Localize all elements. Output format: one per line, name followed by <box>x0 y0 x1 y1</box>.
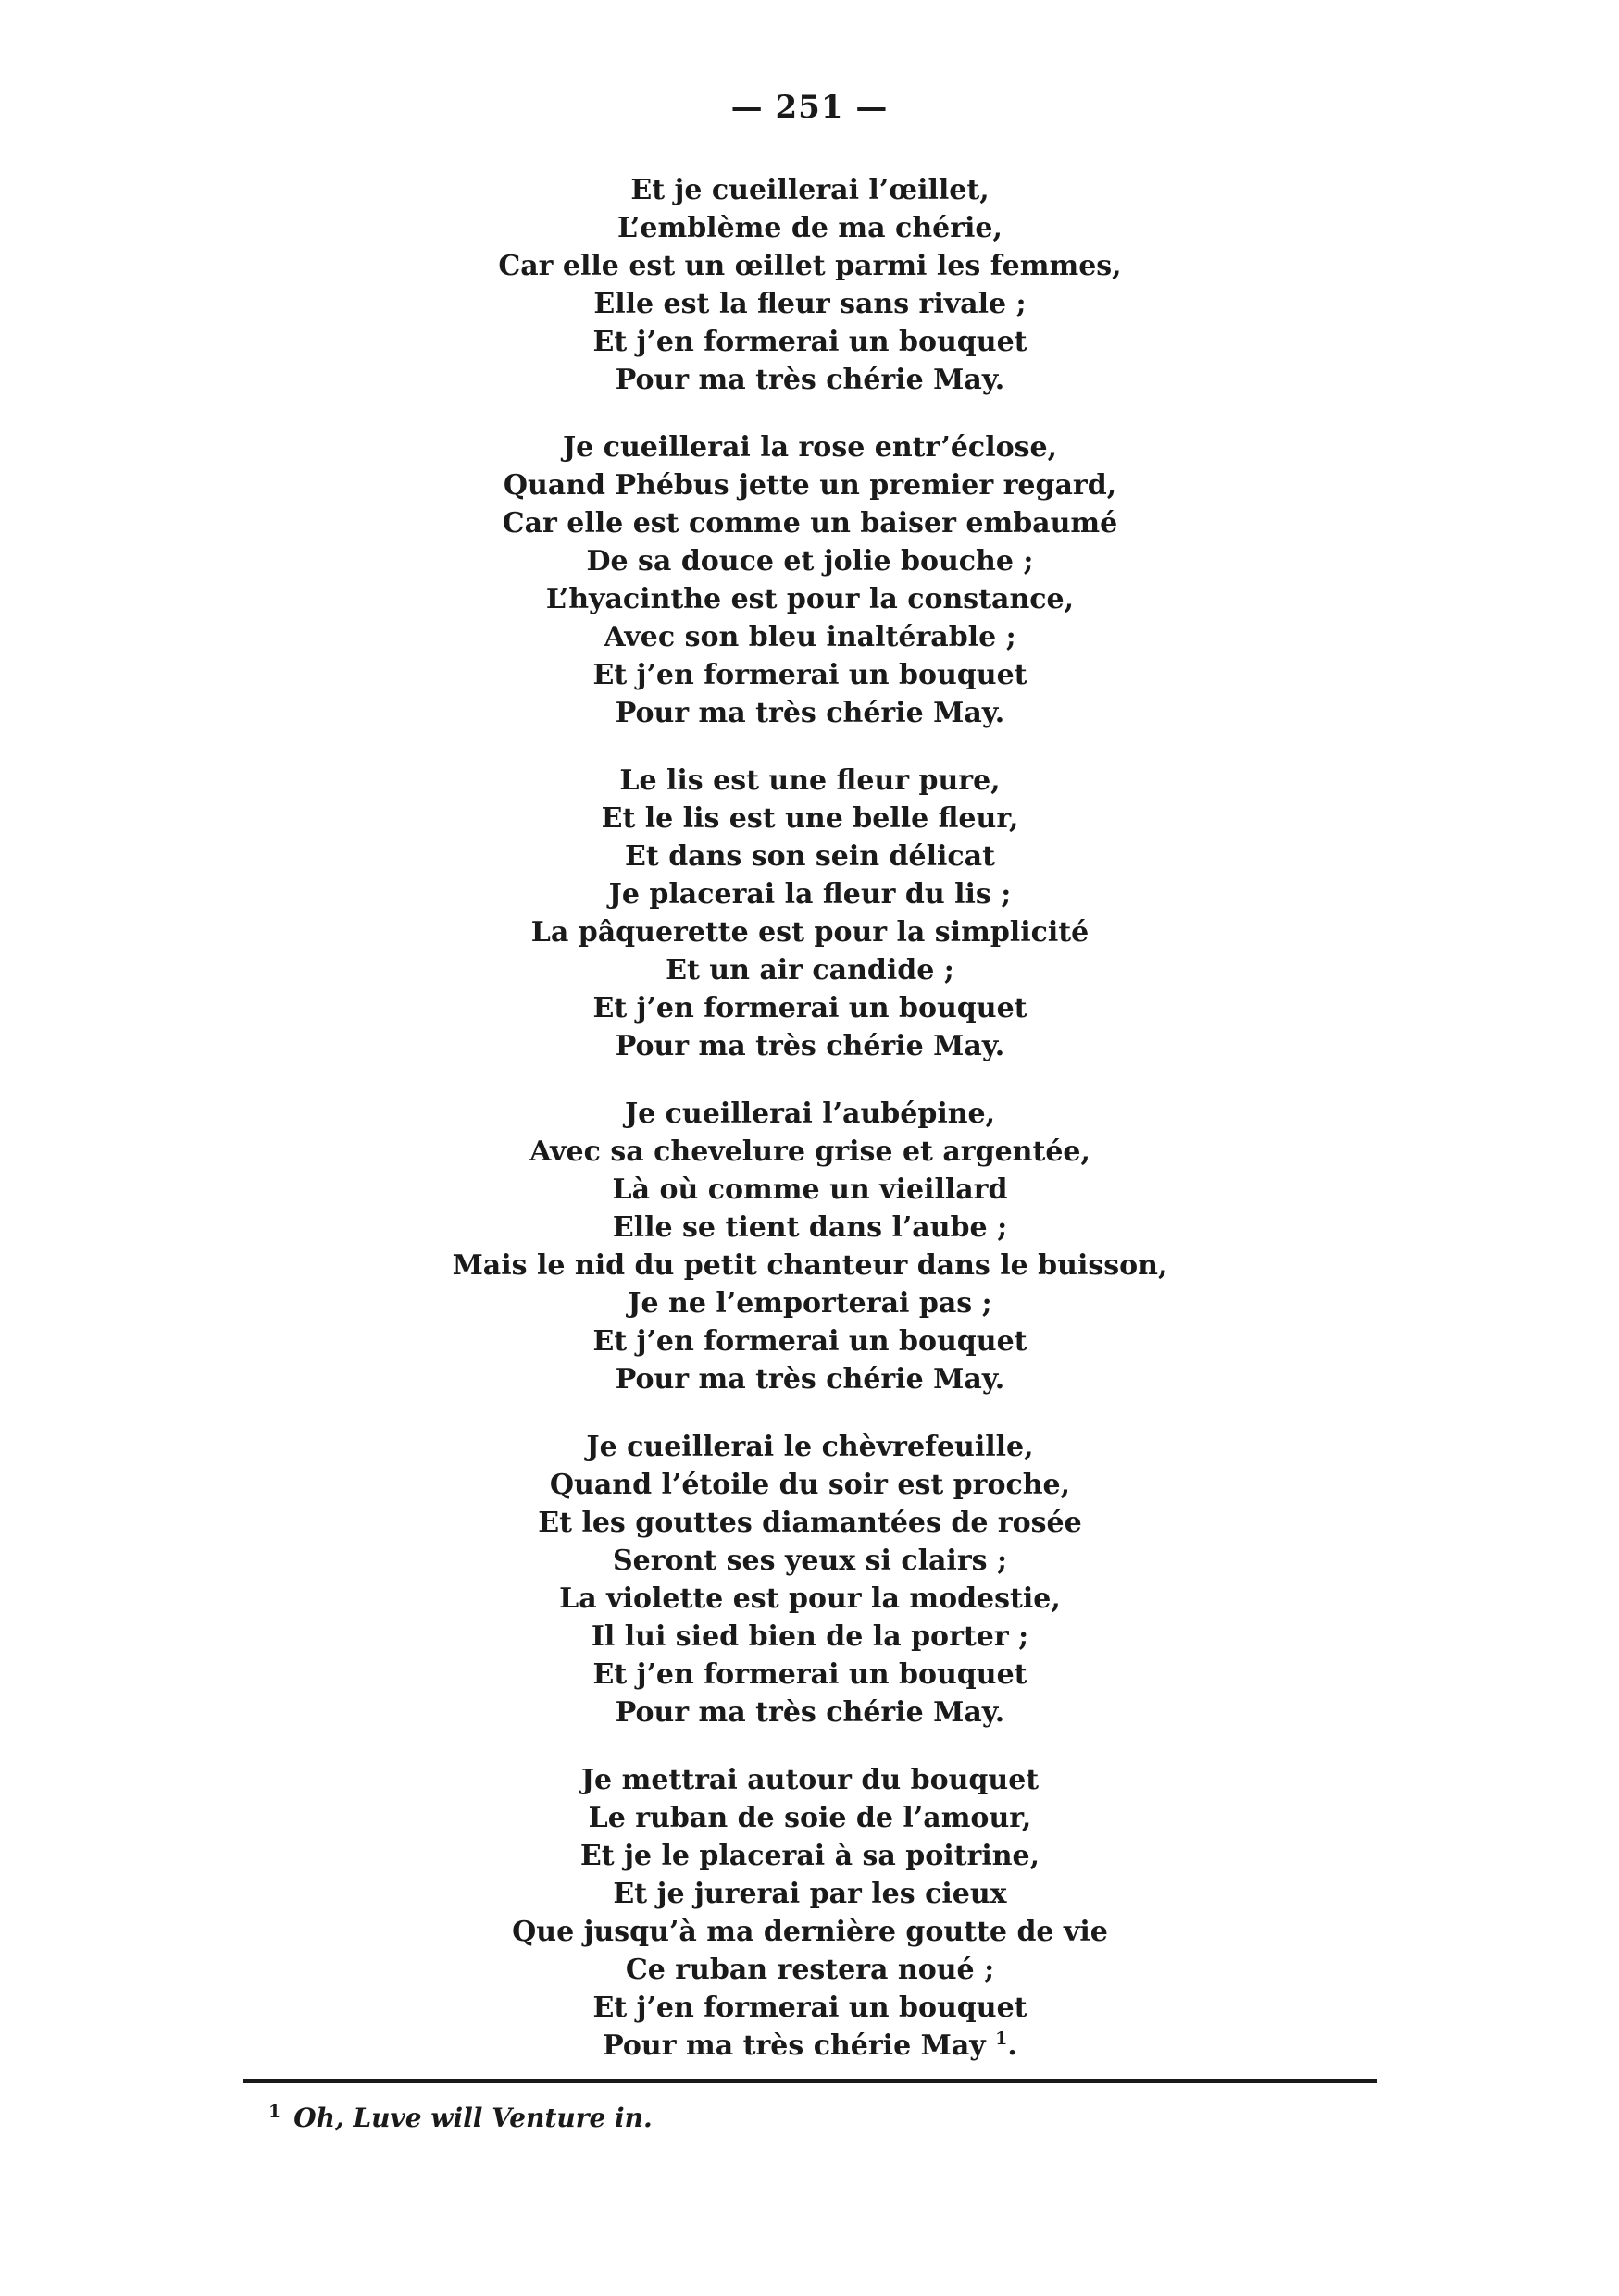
verse-line: Pour ma très chérie May. <box>615 364 1005 396</box>
verse-line: La violette est pour la modestie, <box>559 1582 1061 1615</box>
final-line-period: . <box>1007 2029 1017 2062</box>
verse-line: Pour ma très chérie May. <box>615 1696 1005 1729</box>
verse-line: Mais le nid du petit chanteur dans le buisson, <box>452 1249 1168 1282</box>
verse-line: Quand l’étoile du soir est proche, <box>549 1469 1071 1501</box>
stanza-3 <box>333 762 1287 1065</box>
verse-line: Quand Phébus jette un premier regard, <box>503 469 1117 502</box>
verse-line: La pâquerette est pour la simplicité <box>530 916 1090 949</box>
poem <box>333 171 1287 2094</box>
page-number: — 251 — <box>730 89 889 126</box>
verse-line: Je cueillerai l’aubépine, <box>624 1098 996 1130</box>
verse-line: Là où comme un vieillard <box>612 1173 1008 1206</box>
stanza-6 <box>333 1761 1287 2065</box>
verse-line: Et j’en formerai un bouquet <box>592 1658 1027 1691</box>
verse-line: Je cueillerai le chèvrefeuille, <box>586 1431 1034 1463</box>
verse-line: L’hyacinthe est pour la constance, <box>545 583 1075 615</box>
verse-line: Et je cueillerai l’œillet, <box>630 174 990 206</box>
verse-line: Et les gouttes diamantées de rosée <box>538 1507 1082 1539</box>
verse-line: Et je le placerai à sa poitrine, <box>579 1840 1040 1872</box>
verse-line: Car elle est un œillet parmi les femmes, <box>498 250 1122 282</box>
verse-line: Ce ruban restera noué ; <box>625 1954 995 1986</box>
verse-line: Et j’en formerai un bouquet <box>592 659 1027 691</box>
verse-line: Je ne l’emporterai pas ; <box>628 1287 992 1320</box>
footnote-reference: 1 <box>995 2029 1008 2049</box>
stanza-5 <box>333 1428 1287 1731</box>
verse-line-final <box>333 2027 1287 2065</box>
verse-line: Et le lis est une belle fleur, <box>601 802 1019 835</box>
footnote-mark: 1 <box>268 2101 281 2122</box>
verse-line: Pour ma très chérie May. <box>615 1363 1005 1396</box>
verse-line: Je mettrai autour du bouquet <box>580 1764 1040 1796</box>
verse-line: Et j’en formerai un bouquet <box>592 326 1027 358</box>
footnote <box>268 2103 653 2133</box>
verse-line: Il lui sied bien de la porter ; <box>591 1620 1029 1653</box>
verse-line: Avec sa chevelure grise et argentée, <box>529 1136 1090 1168</box>
footnote-text: Oh, Luve will Venture in. <box>293 2103 653 2133</box>
verse-line: Et un air candide ; <box>666 954 954 987</box>
verse-line: Elle est la fleur sans rivale ; <box>593 288 1027 320</box>
verse-line: Avec son bleu inaltérable ; <box>604 621 1016 653</box>
verse-line: Je cueillerai la rose entr’éclose, <box>562 431 1058 464</box>
verse-line: Pour ma très chérie May. <box>615 1030 1005 1062</box>
verse-line: Et j’en formerai un bouquet <box>592 992 1027 1024</box>
verse-line: Et j’en formerai un bouquet <box>592 1325 1027 1358</box>
footnote-divider <box>243 2079 1377 2083</box>
verse-line: Et je jurerai par les cieux <box>613 1878 1007 1910</box>
verse-line: L’emblème de ma chérie, <box>617 212 1003 244</box>
stanza-1 <box>333 171 1287 399</box>
verse-line: De sa douce et jolie bouche ; <box>586 545 1034 577</box>
verse-line: Je placerai la fleur du lis ; <box>608 878 1012 911</box>
verse-line: Seront ses yeux si clairs ; <box>612 1545 1008 1577</box>
verse-line: Car elle est comme un baiser embaumé <box>502 507 1118 540</box>
verse-line: Elle se tient dans l’aube ; <box>612 1211 1008 1244</box>
verse-line: Pour ma très chérie May. <box>615 697 1005 729</box>
verse-line: Et dans son sein délicat <box>625 840 995 873</box>
stanza-4 <box>333 1095 1287 1398</box>
verse-line: Le lis est une fleur pure, <box>619 764 1001 797</box>
verse-line: Et j’en formerai un bouquet <box>592 1992 1027 2024</box>
final-line-text: Pour ma très chérie May <box>603 2029 986 2062</box>
stanza-2 <box>333 428 1287 732</box>
verse-line: Que jusqu’à ma dernière goutte de vie <box>512 1916 1108 1948</box>
verse-line: Le ruban de soie de l’amour, <box>588 1802 1032 1834</box>
